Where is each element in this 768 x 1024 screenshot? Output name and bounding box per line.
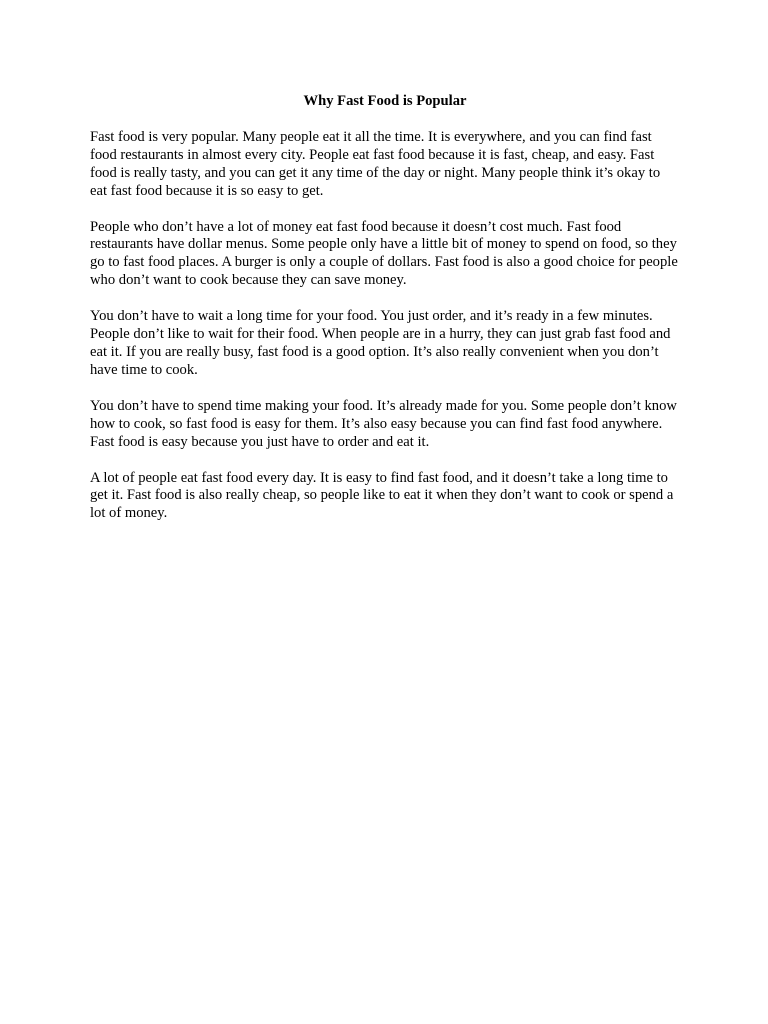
paragraph-convenience: You don’t have to spend time making your food. It’s already made for you. Some people don’t know how to cook, so fast food is easy for them. It’s also easy because you can find fast food anywhere. Fast food is easy because you just have to order and eat it. — [90, 397, 677, 450]
paragraph-speed: You don’t have to wait a long time for your food. You just order, and it’s ready in a few minutes. People don’t like to wait for their food. When people are in a hurry, they can just grab fast food and eat it. If you are really busy, fast food is a good option. It’s also really convenient when you don’t have time to cook. — [90, 308, 671, 378]
document-body — [90, 93, 680, 541]
paragraph-cost: People who don’t have a lot of money eat fast food because it doesn’t cost much. Fast food restaurants have dollar menus. Some people only have a little bit of money to spend on food, so they go to fast food places. A burger is only a couple of dollars. Fast food is also a good choice for people who don’t want to cook because they can save money. — [90, 218, 678, 289]
paragraph-intro: Fast food is very popular. Many people eat it all the time. It is everywhere, and you can find fast food restaurants in almost every city. People eat fast food because it is fast, cheap, and easy. Fast food is really tasty, and you can get it any time of the day or night. Many people think it’s okay to eat fast food because it is so easy to get. — [90, 128, 661, 199]
document-title: Why Fast Food is Popular — [303, 93, 467, 109]
paragraph-conclusion: A lot of people eat fast food every day. It is easy to find fast food, and it doesn’t take a long time to get it. Fast food is also really cheap, so people like to eat it when they don’t want to cook or spend a lot of money. — [90, 469, 674, 522]
